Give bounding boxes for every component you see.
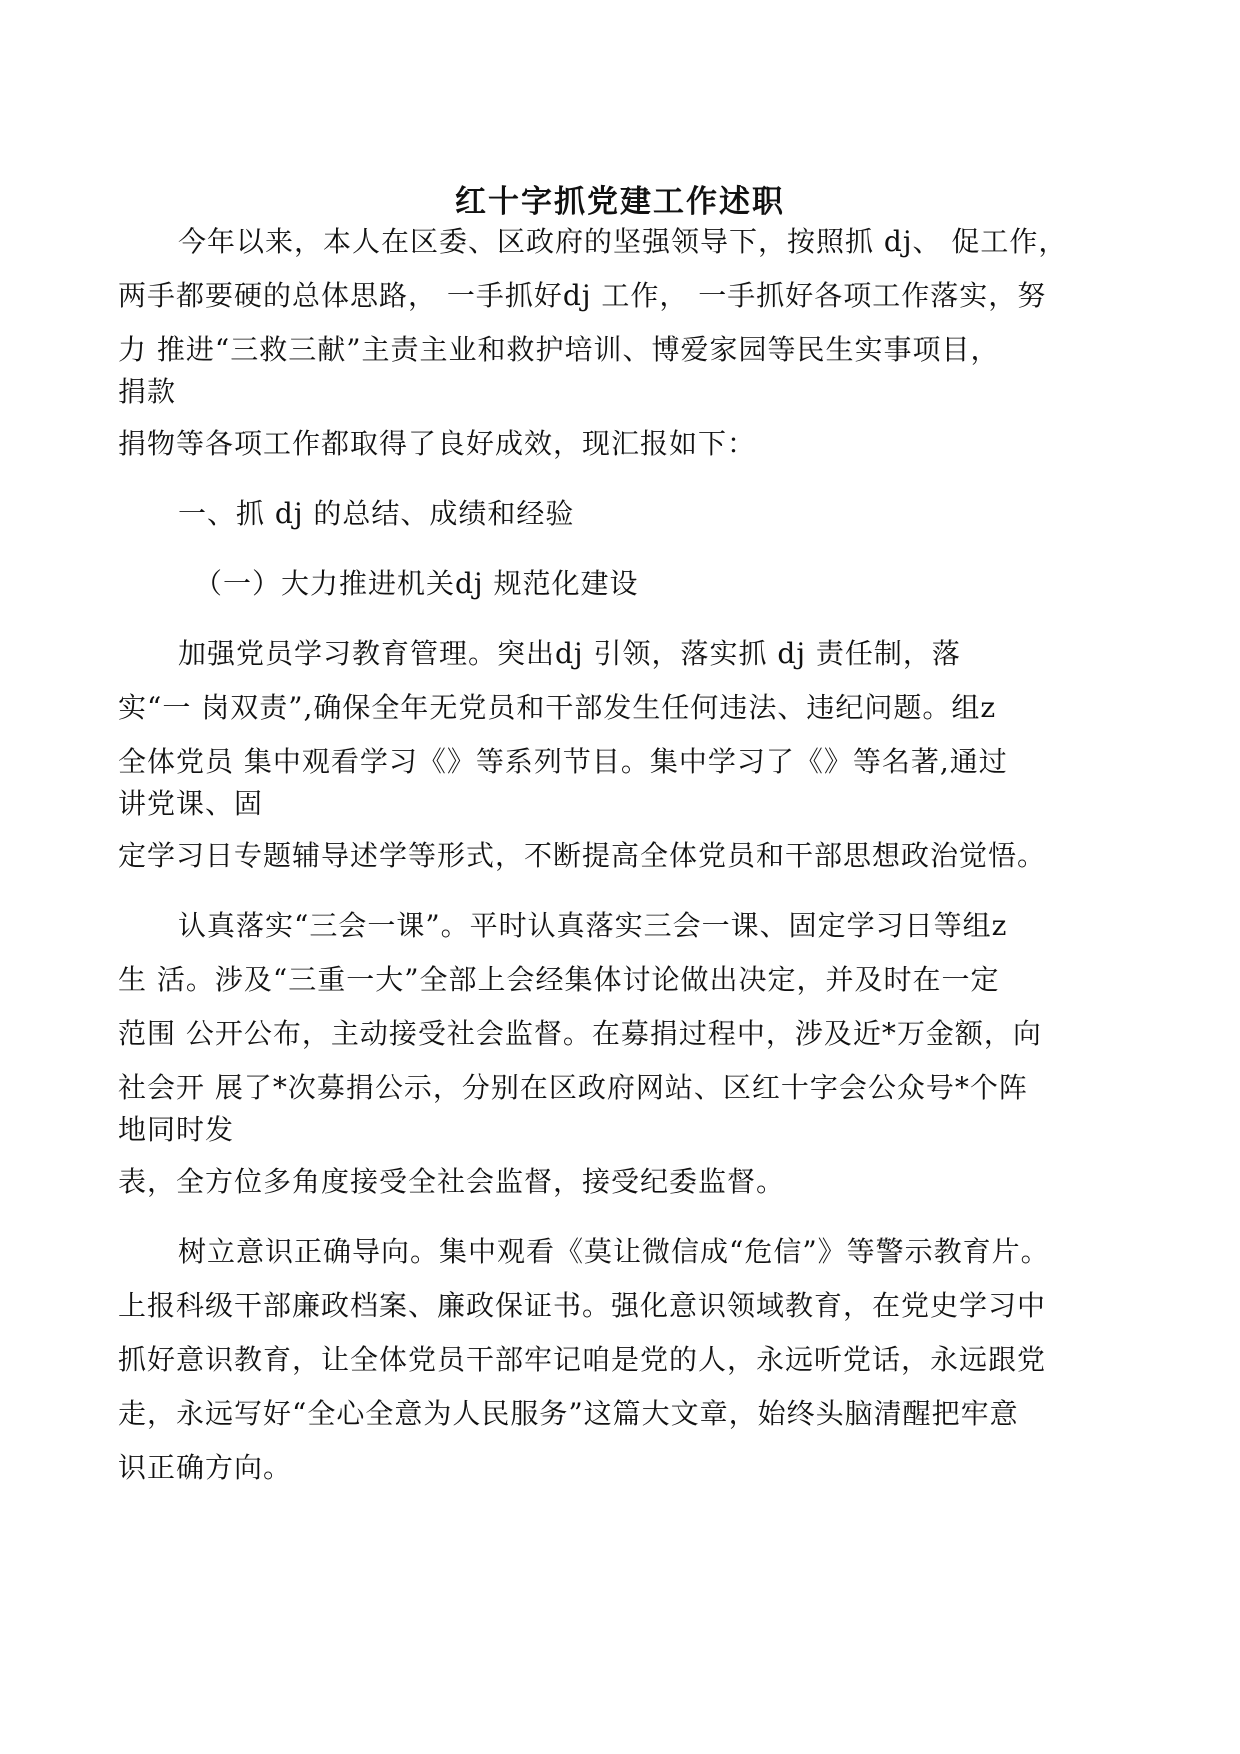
paragraph-line: 实“一 岗双责”,确保全年无党员和干部发生任何违法、违纪问题。组z [118, 691, 997, 724]
paragraph-line: 捐物等各项工作都取得了良好成效，现汇报如下： [118, 427, 757, 460]
paragraph-line: 今年以来，本人在区委、区政府的坚强领导下，按照抓 dj、 促工作， [178, 225, 1068, 258]
paragraph-line: 抓好意识教育，让全体党员干部牢记咱是党的人，永远听党话，永远跟党 [118, 1343, 1047, 1376]
subsection-heading: （一）大力推进机关dj 规范化建设 [194, 567, 639, 600]
paragraph-line: 全体党员 集中观看学习《》等系列节目。集中学习了《》等名著,通过 [118, 745, 1008, 778]
paragraph-line: 定学习日专题辅导述学等形式，不断提高全体党员和干部思想政治觉悟。 [118, 839, 1047, 872]
paragraph-line: 生 活。涉及“三重一大”全部上会经集体讨论做出决定，并及时在一定 [118, 963, 1000, 996]
paragraph-line: 表，全方位多角度接受全社会监督，接受纪委监督。 [118, 1165, 786, 1198]
paragraph-line: 加强党员学习教育管理。突出dj 引领，落实抓 dj 责任制，落 [178, 637, 961, 670]
paragraph-line: 上报科级干部廉政档案、廉政保证书。强化意识领域教育，在党史学习中 [118, 1289, 1047, 1322]
paragraph-line: 识正确方向。 [118, 1451, 293, 1484]
paragraph-line: 讲党课、固 [118, 787, 264, 820]
paragraph-line: 地同时发 [118, 1113, 235, 1146]
paragraph-line: 两手都要硬的总体思路， 一手抓好dj 工作， 一手抓好各项工作落实，努 [118, 279, 1047, 312]
paragraph-line: 力 推进“三救三献”主责主业和救护培训、博爱家园等民生实事项目， [118, 333, 1000, 366]
paragraph-line: 走，永远写好“全心全意为人民服务”这篇大文章，始终头脑清醒把牢意 [118, 1397, 1019, 1430]
section-heading: 一、抓 dj 的总结、成绩和经验 [178, 497, 575, 530]
document-title: 红十字抓党建工作述职 [455, 184, 785, 220]
paragraph-line: 社会开 展了*次募捐公示，分别在区政府网站、区红十字会公众号*个阵 [118, 1071, 1028, 1104]
paragraph-line: 范围 公开公布，主动接受社会监督。在募捐过程中，涉及近*万金额，向 [118, 1017, 1042, 1050]
paragraph-line: 树立意识正确导向。集中观看《莫让微信成“危信”》等警示教育片。 [178, 1235, 1050, 1268]
paragraph-line: 认真落实“三会一课”。平时认真落实三会一课、固定学习日等组z [178, 909, 1008, 942]
paragraph-line: 捐款 [118, 375, 177, 408]
